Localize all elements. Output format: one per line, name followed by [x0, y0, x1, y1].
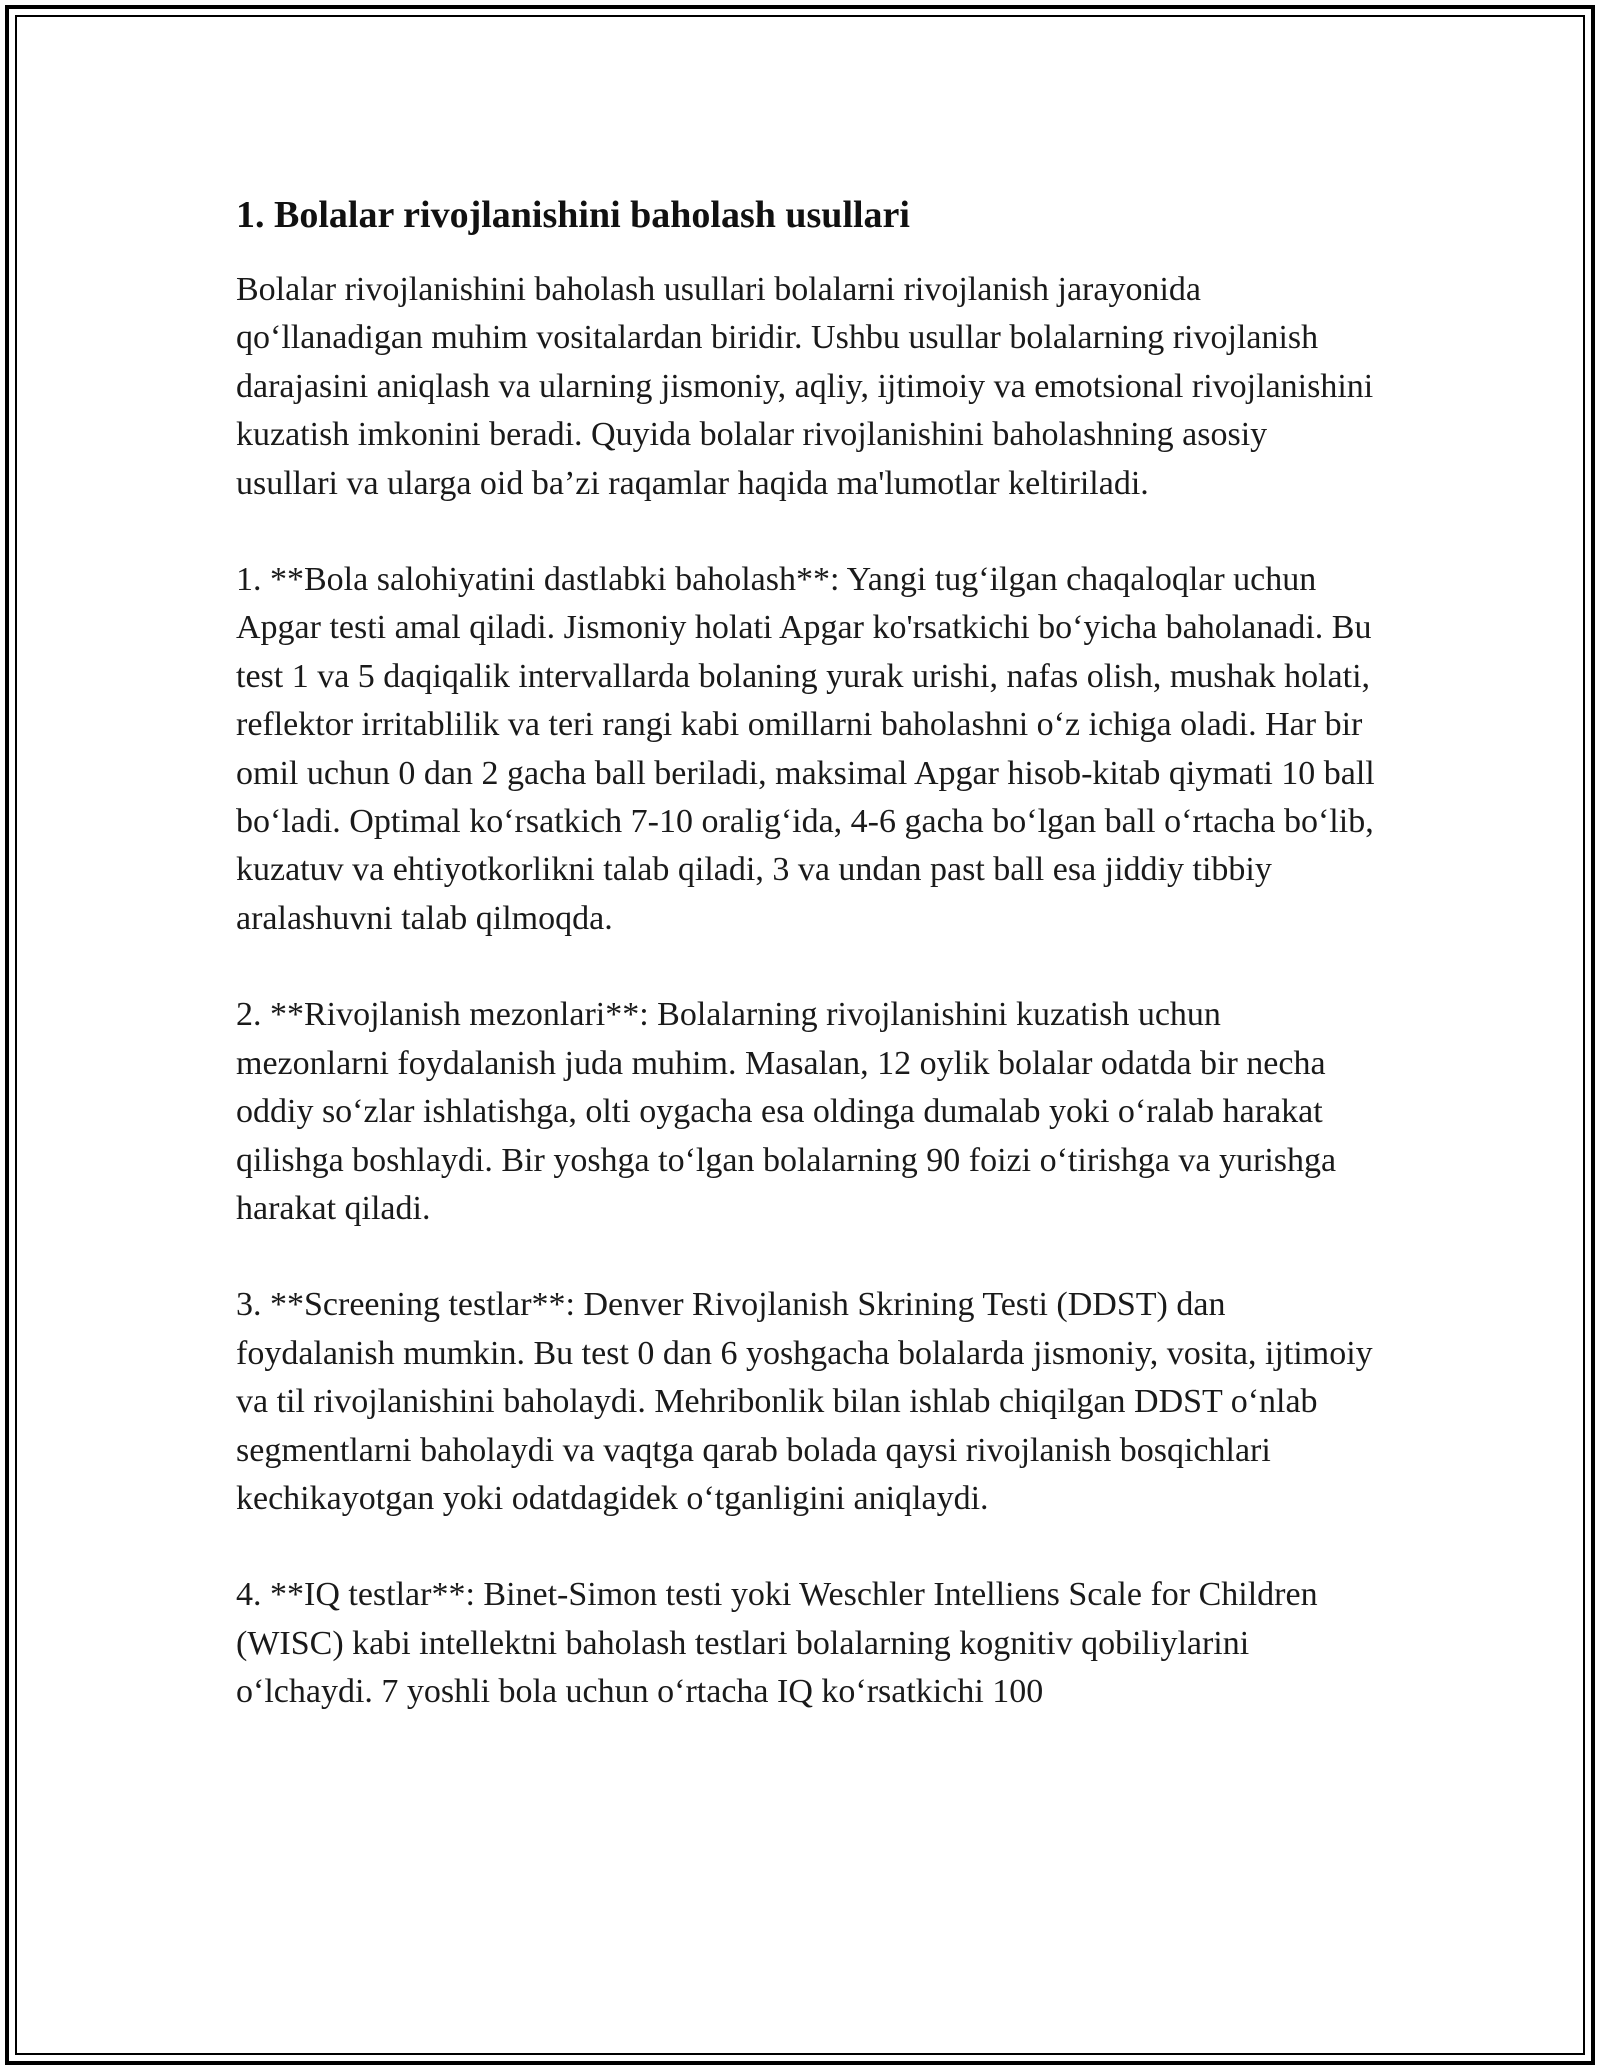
paragraph-milestones: 2. **Rivojlanish mezonlari**: Bolalarning rivojlanishini kuzatish uchun mezonlarni foydalanish juda muhim. Masalan, 12 oylik bolalar odatda bir necha oddiy so‘zlar ishlatishga, olti oygacha esa oldinga dumalab yoki o‘ralab harakat qilishga boshlaydi. Bir yoshga to‘lgan bolalarning 90 foizi o‘tirishga va yurishga harakat qiladi.	[236, 996, 1337, 1227]
document-body	[236, 186, 1376, 1765]
paragraph-apgar: 1. **Bola salohiyatini dastlabki baholash**: Yangi tug‘ilgan chaqaloqlar uchun Apgar testi amal qiladi. Jismoniy holati Apgar ko'rsatkichi bo‘yicha baholanadi. Bu test 1 va 5 daqiqalik intervallarda bolaning yurak urishi, nafas olish, mushak holati, reflektor irritablilik va teri rangi kabi omillarni baholashni o‘z ichiga oladi. Har bir omil uchun 0 dan 2 gacha ball beriladi, maksimal Apgar hisob-kitab qiymati 10 ball bo‘ladi. Optimal ko‘rsatkich 7-10 oralig‘ida, 4-6 gacha bo‘lgan ball o‘rtacha bo‘lib, kuzatuv va ehtiyotkorlikni talab qiladi, 3 va undan past ball esa jiddiy tibbiy aralashuvni talab qilmoqda.	[236, 561, 1375, 937]
section-heading: 1. Bolalar rivojlanishini baholash usullari	[236, 194, 910, 236]
paragraph-screening: 3. **Screening testlar**: Denver Rivojlanish Skrining Testi (DDST) dan foydalanish mumkin. Bu test 0 dan 6 yoshgacha bolalarda jismoniy, vosita, ijtimoiy va til rivojlanishini baholaydi. Mehribonlik bilan ishlab chiqilgan DDST o‘nlab segmentlarni baholaydi va vaqtga qarab bolada qaysi rivojlanish bosqichlari kechikayotgan yoki odatdagidek o‘tganligini aniqlaydi.	[236, 1286, 1373, 1517]
intro-paragraph: Bolalar rivojlanishini baholash usullari bolalarni rivojlanish jarayonida qo‘llanadigan muhim vositalardan biridir. Ushbu usullar bolalarning rivojlanish darajasini aniqlash va ularning jismoniy, aqliy, ijtimoiy va emotsional rivojlanishini kuzatish imkonini beradi. Quyida bolalar rivojlanishini baholashning asosiy usullari va ularga oid ba’zi raqamlar haqida ma'lumotlar keltiriladi.	[236, 271, 1374, 502]
paragraph-iq: 4. **IQ testlar**: Binet-Simon testi yoki Weschler Intelliens Scale for Children (WISC) kabi intellektni baholash testlari bolalarning kognitiv qobiliylarini o‘lchaydi. 7 yoshli bola uchun o‘rtacha IQ ko‘rsatkichi 100	[236, 1576, 1318, 1711]
